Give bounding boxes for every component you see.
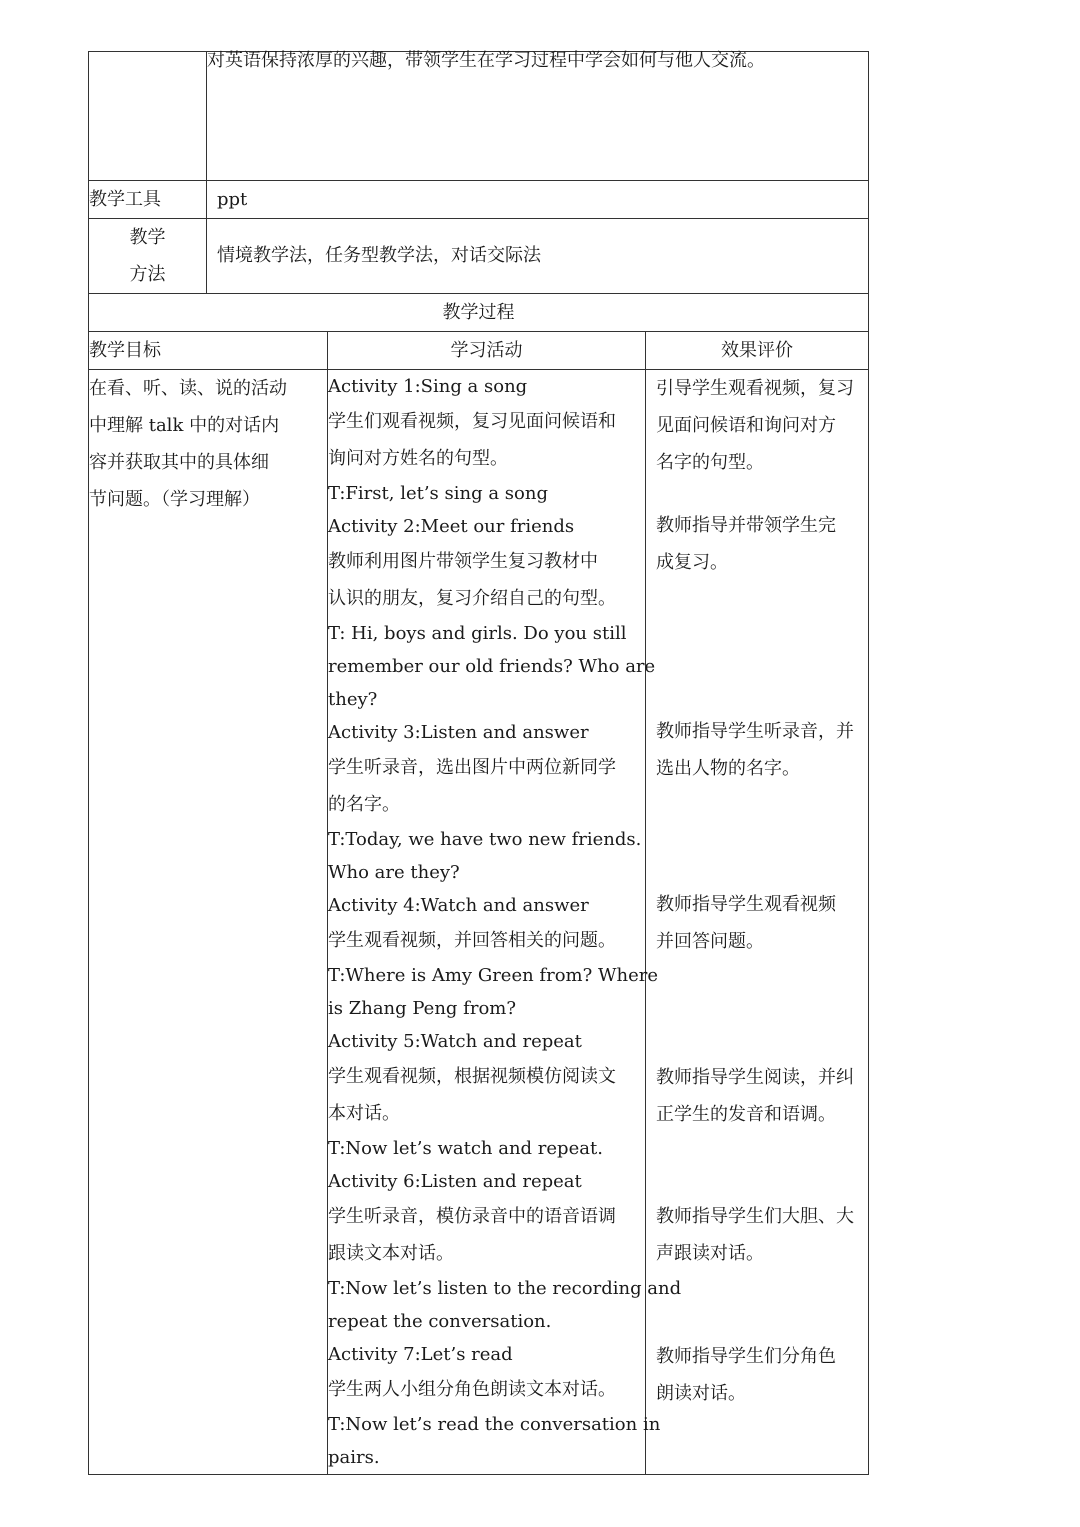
evaluation-line: 并回答问题。 bbox=[656, 931, 764, 952]
process-title-row bbox=[89, 294, 869, 332]
top-row-label-cell bbox=[89, 52, 207, 181]
activity-title: Activity 3:Listen and answer bbox=[328, 722, 589, 743]
evaluation-block bbox=[656, 886, 862, 960]
evaluation-line: 正学生的发音和语调。 bbox=[656, 1104, 836, 1125]
activity-desc-line: 认识的朋友，复习介绍自己的句型。 bbox=[328, 588, 616, 609]
activity-desc-line: 的名字。 bbox=[328, 794, 400, 815]
header-goal: 教学目标 bbox=[89, 332, 328, 370]
goal-line: 在看、听、读、说的活动 bbox=[89, 378, 287, 399]
evaluation-line: 教师指导学生听录音，并 bbox=[656, 721, 854, 742]
evaluation-line: 见面问候语和询问对方 bbox=[656, 415, 836, 436]
activity-cell bbox=[328, 370, 682, 1475]
activity-desc-line: 本对话。 bbox=[328, 1103, 400, 1124]
activity-title: Activity 4:Watch and answer bbox=[328, 895, 589, 916]
evaluation-line: 名字的句型。 bbox=[656, 452, 764, 473]
evaluation-block bbox=[656, 1198, 862, 1272]
activity-title: Activity 2:Meet our friends bbox=[328, 516, 575, 537]
activity-desc-line: 教师利用图片带领学生复习教材中 bbox=[328, 551, 598, 572]
teacher-line: repeat the conversation. bbox=[328, 1311, 552, 1332]
tools-row bbox=[89, 181, 869, 219]
methods-label bbox=[89, 219, 207, 294]
activity-desc-line: 学生听录音，选出图片中两位新同学 bbox=[328, 757, 616, 778]
activity-desc-line: 学生观看视频，并回答相关的问题。 bbox=[328, 930, 616, 951]
evaluation-line: 声跟读对话。 bbox=[656, 1243, 764, 1264]
evaluation-block bbox=[656, 507, 862, 581]
activity-desc-line: 学生们观看视频，复习见面问候语和 bbox=[328, 411, 616, 432]
evaluation-line: 教师指导学生观看视频 bbox=[656, 894, 836, 915]
activity-title: Activity 7:Let’s read bbox=[328, 1344, 513, 1365]
teacher-line: T:Now let’s listen to the recording and bbox=[328, 1278, 682, 1299]
methods-value: 情境教学法，任务型教学法，对话交际法 bbox=[207, 219, 869, 294]
evaluation-cell bbox=[646, 370, 869, 1475]
evaluation-line: 选出人物的名字。 bbox=[656, 758, 800, 779]
activity-desc-line: 询问对方姓名的句型。 bbox=[328, 448, 508, 469]
evaluation-line: 教师指导并带领学生完 bbox=[656, 515, 836, 536]
methods-label-line1: 教学 bbox=[129, 227, 166, 248]
evaluation-line: 成复习。 bbox=[656, 552, 728, 573]
activity-desc-line: 跟读文本对话。 bbox=[328, 1243, 454, 1264]
teacher-line: pairs. bbox=[328, 1447, 380, 1468]
methods-row bbox=[89, 219, 869, 294]
header-activity: 学习活动 bbox=[328, 332, 646, 370]
teacher-line: T:Now let’s watch and repeat. bbox=[328, 1138, 603, 1159]
teacher-line: remember our old friends? Who are bbox=[328, 656, 656, 677]
teacher-line: T:Now let’s read the conversation in bbox=[328, 1414, 661, 1435]
evaluation-block bbox=[656, 713, 862, 787]
goal-line: 容并获取其中的具体细 bbox=[89, 452, 269, 473]
teacher-line: T:Today, we have two new friends. bbox=[328, 829, 642, 850]
goal-cell bbox=[89, 370, 328, 1475]
methods-label-line2: 方法 bbox=[129, 264, 166, 285]
teacher-line: T:Where is Amy Green from? Where bbox=[328, 965, 658, 986]
process-header-row bbox=[89, 332, 869, 370]
evaluation-line: 引导学生观看视频，复习 bbox=[656, 378, 854, 399]
activity-desc-line: 学生听录音，模仿录音中的语音语调 bbox=[328, 1206, 616, 1227]
process-title: 教学过程 bbox=[89, 294, 869, 332]
lesson-plan-table bbox=[88, 51, 869, 1475]
evaluation-block bbox=[656, 1059, 862, 1133]
teacher-line: is Zhang Peng from? bbox=[328, 998, 516, 1019]
teacher-line: T:First, let’s sing a song bbox=[328, 483, 548, 504]
evaluation-line: 教师指导学生阅读，并纠 bbox=[656, 1067, 854, 1088]
top-row bbox=[89, 52, 869, 181]
goal-line: 中理解 talk 中的对话内 bbox=[89, 415, 280, 436]
teacher-line: Who are they? bbox=[328, 862, 460, 883]
tools-label: 教学工具 bbox=[89, 181, 207, 219]
tools-value: ppt bbox=[207, 181, 869, 219]
process-body-row bbox=[89, 370, 869, 1475]
header-evaluation: 效果评价 bbox=[646, 332, 869, 370]
teacher-line: T: Hi, boys and girls. Do you still bbox=[328, 623, 627, 644]
activity-desc-line: 学生观看视频，根据视频模仿阅读文 bbox=[328, 1066, 616, 1087]
teacher-line: they? bbox=[328, 689, 378, 710]
activity-desc-line: 学生两人小组分角色朗读文本对话。 bbox=[328, 1379, 616, 1400]
top-row-content: 对英语保持浓厚的兴趣，带领学生在学习过程中学会如何与他人交流。 bbox=[207, 52, 869, 181]
activity-title: Activity 5:Watch and repeat bbox=[328, 1031, 582, 1052]
evaluation-block bbox=[656, 370, 862, 481]
evaluation-line: 朗读对话。 bbox=[656, 1383, 746, 1404]
evaluation-line: 教师指导学生们分角色 bbox=[656, 1346, 836, 1367]
activity-title: Activity 6:Listen and repeat bbox=[328, 1171, 582, 1192]
activity-title: Activity 1:Sing a song bbox=[328, 376, 528, 397]
goal-line: 节问题。（学习理解） bbox=[89, 489, 260, 510]
evaluation-line: 教师指导学生们大胆、大 bbox=[656, 1206, 854, 1227]
evaluation-block bbox=[656, 1338, 862, 1412]
